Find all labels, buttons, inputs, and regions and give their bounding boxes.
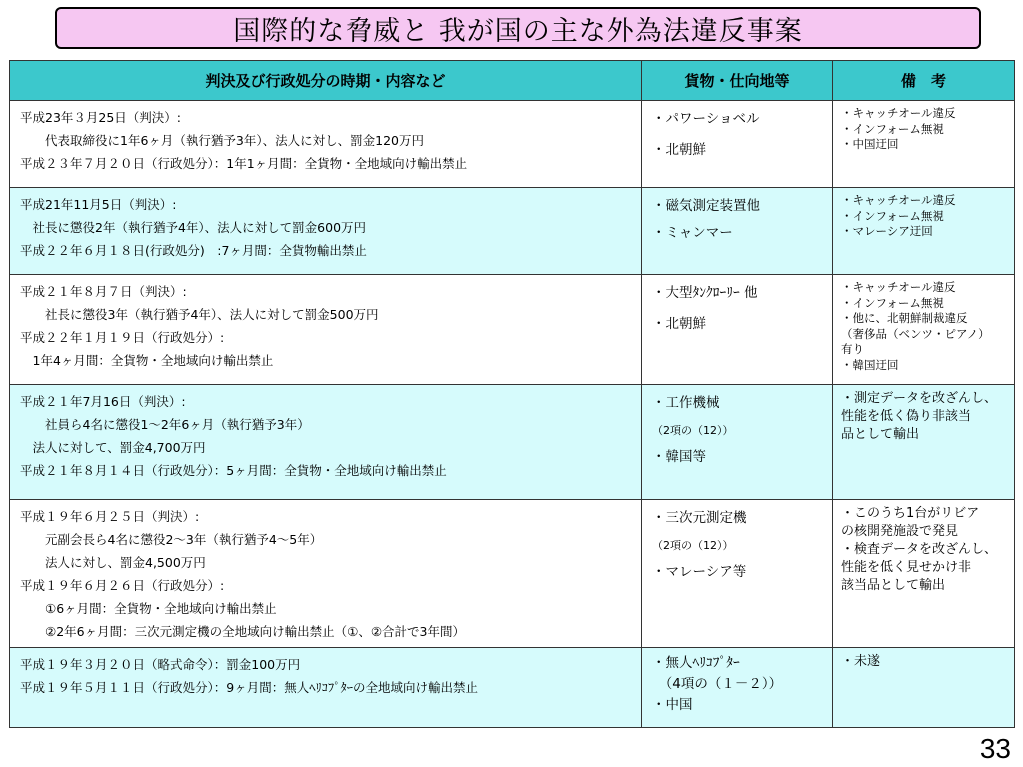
table-row xyxy=(10,188,1015,275)
cell-goods xyxy=(642,188,833,275)
cell-line: 平成21年11月5日（判決）: xyxy=(20,197,177,212)
cell-line: 性能を低く見せかけ非 xyxy=(841,560,972,575)
cell-line: （2項の（12）） xyxy=(652,424,734,437)
cell-remarks xyxy=(833,275,1015,385)
cell-goods xyxy=(642,648,833,728)
cell-line: 法人に対し、罰金4,500万円 xyxy=(20,555,206,570)
cell-line: ・測定データを改ざんし、 xyxy=(841,391,998,406)
cell-line: ・無人ﾍﾘｺﾌﾟﾀｰ xyxy=(652,655,740,671)
cell-line: 平成１９年５月１１日（行政処分）：9ヶ月間：無人ﾍﾘｺﾌﾟﾀｰの全地域向け輸出禁止 xyxy=(20,680,478,695)
cell-goods xyxy=(642,500,833,648)
cell-line: 平成１９年３月２０日（略式命令）：罰金100万円 xyxy=(20,657,301,672)
cell-line: ・北朝鮮 xyxy=(652,316,706,332)
cell-line: ・キャッチオール違反 xyxy=(841,193,956,207)
cell-line: ・キャッチオール違反 xyxy=(841,106,956,120)
table-header-row xyxy=(10,61,1015,101)
cell-line: 平成２３年７月２０日（行政処分）：1年1ヶ月間：全貨物・全地域向け輸出禁止 xyxy=(20,156,468,171)
table-row xyxy=(10,500,1015,648)
table-row xyxy=(10,385,1015,500)
cell-line: ・パワーショベル xyxy=(652,111,760,127)
cell-timing xyxy=(10,101,642,188)
cell-line: 社長に懲役3年（執行猶予4年）、法人に対して罰金500万円 xyxy=(20,307,379,322)
cell-timing xyxy=(10,385,642,500)
header-timing-content: 判決及び行政処分の時期・内容など xyxy=(10,61,642,101)
cell-line: ・このうち1台がリビア xyxy=(841,506,980,521)
cell-line: ・インフォーム無視 xyxy=(841,121,944,136)
cell-line: ・インフォーム無視 xyxy=(841,208,944,223)
cell-line: 平成１９年６月２５日（判決）: xyxy=(20,509,200,524)
cell-remarks xyxy=(833,648,1015,728)
cell-timing xyxy=(10,500,642,648)
cell-line: 平成２２年６月１８日(行政処分) :7ヶ月間：全貨物輸出禁止 xyxy=(20,243,367,258)
cell-line: 平成２１年８月１４日（行政処分）：5ヶ月間：全貨物・全地域向け輸出禁止 xyxy=(20,463,447,478)
cell-line: 平成２１年7月16日（判決）: xyxy=(20,394,186,409)
cell-line: の核開発施設で発見 xyxy=(841,524,959,539)
cell-line: ・磁気測定装置他 xyxy=(652,198,760,214)
page-title: 国際的な脅威と 我が国の主な外為法違反事案 xyxy=(55,7,981,49)
cell-line: 1年4ヶ月間：全貨物・全地域向け輸出禁止 xyxy=(20,353,274,368)
cell-line: ・三次元測定機 xyxy=(652,510,747,526)
cell-line: ②2年6ヶ月間：三次元測定機の全地域向け輸出禁止（①、②合計で3年間） xyxy=(20,624,465,639)
violations-table xyxy=(9,60,1015,728)
cell-line: 平成２２年１月１９日（行政処分）: xyxy=(20,330,225,345)
cell-line: （2項の（12）） xyxy=(652,539,734,552)
cell-line: 平成23年３月25日（判決）: xyxy=(20,110,182,125)
cell-line: ・韓国等 xyxy=(652,449,706,465)
cell-line: ・マレーシア迂回 xyxy=(841,224,933,238)
cell-line: （奢侈品（ベンツ・ピアノ） xyxy=(841,326,990,341)
cell-line: ・マレーシア等 xyxy=(652,564,747,580)
cell-line: ①6ヶ月間：全貨物・全地域向け輸出禁止 xyxy=(20,601,277,616)
cell-line: ・キャッチオール違反 xyxy=(841,280,956,294)
cell-line: 品として輸出 xyxy=(841,427,920,442)
table-row xyxy=(10,275,1015,385)
cell-line: 社員ら4名に懲役1～2年6ヶ月（執行猶予3年） xyxy=(20,417,310,432)
cell-line: 該当品として輸出 xyxy=(841,578,946,593)
cell-line: ・大型ﾀﾝｸﾛｰﾘｰ 他 xyxy=(652,285,758,301)
cell-line: 有り xyxy=(841,342,864,356)
cell-line: 平成２１年８月７日（判決）: xyxy=(20,284,187,299)
cell-timing xyxy=(10,648,642,728)
page-number: 33 xyxy=(979,733,1011,764)
header-goods-destination: 貨物・仕向地等 xyxy=(642,61,833,101)
cell-remarks xyxy=(833,385,1015,500)
cell-remarks xyxy=(833,188,1015,275)
cell-line: ・他に、北朝鮮制裁違反 xyxy=(841,311,968,325)
header-remarks: 備 考 xyxy=(833,61,1015,101)
cell-line: 元副会長ら4名に懲役2～3年（執行猶予4～5年） xyxy=(20,532,323,547)
cell-goods xyxy=(642,101,833,188)
cell-line: （4項の（１－２）） xyxy=(652,676,783,692)
cell-line: ・ミャンマー xyxy=(652,225,733,241)
cell-line: ・未遂 xyxy=(841,654,881,669)
cell-line: 性能を低く偽り非該当 xyxy=(841,409,972,424)
cell-line: 平成１９年６月２６日（行政処分）: xyxy=(20,578,225,593)
cell-line: ・検査データを改ざんし、 xyxy=(841,542,998,557)
cell-line: ・工作機械 xyxy=(652,395,720,411)
cell-line: ・韓国迂回 xyxy=(841,357,899,372)
cell-line: ・中国 xyxy=(652,697,693,713)
cell-line: ・インフォーム無視 xyxy=(841,295,944,310)
cell-goods xyxy=(642,385,833,500)
table-row xyxy=(10,101,1015,188)
cell-remarks xyxy=(833,101,1015,188)
cell-timing xyxy=(10,275,642,385)
cell-line: 代表取締役に1年6ヶ月（執行猶予3年）、法人に対し、罰金120万円 xyxy=(20,133,424,148)
cell-line: 法人に対して、罰金4,700万円 xyxy=(20,440,206,455)
cell-goods xyxy=(642,275,833,385)
cell-timing xyxy=(10,188,642,275)
cell-line: ・中国迂回 xyxy=(841,137,899,151)
cell-remarks xyxy=(833,500,1015,648)
cell-line: ・北朝鮮 xyxy=(652,142,706,158)
cell-line: 社長に懲役2年（執行猶予4年）、法人に対して罰金600万円 xyxy=(20,220,367,235)
table-row xyxy=(10,648,1015,728)
